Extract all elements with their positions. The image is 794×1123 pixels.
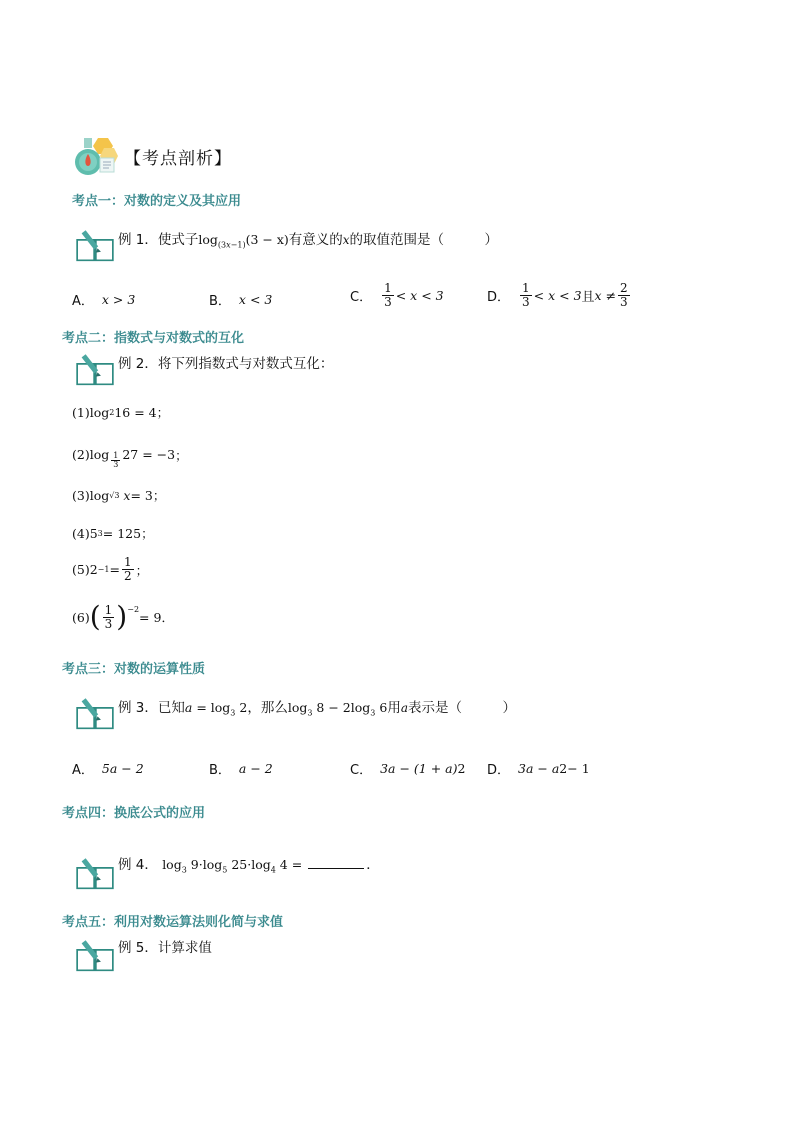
frac-den: 2 bbox=[123, 569, 132, 583]
option-label: C． bbox=[350, 290, 373, 305]
ex3-eq-base: 3 bbox=[230, 708, 236, 718]
book-pencil-icon bbox=[72, 696, 118, 734]
ex3-a: a bbox=[184, 700, 193, 715]
book-pencil-icon bbox=[72, 856, 118, 894]
ex3-e1-base: 3 bbox=[307, 708, 313, 718]
book-pencil-icon bbox=[72, 352, 118, 390]
ex3-option-a[interactable] bbox=[72, 759, 144, 778]
item-number: (3) bbox=[72, 487, 90, 503]
item-expr: = 3 bbox=[130, 487, 153, 503]
ex5-text: 计算求值 bbox=[157, 940, 212, 956]
right-paren: ) bbox=[116, 600, 128, 633]
option-expr: 3a − a bbox=[518, 761, 560, 776]
ex1-base-x: x bbox=[226, 240, 231, 250]
example-1-question bbox=[118, 228, 498, 250]
item-end: ； bbox=[156, 405, 170, 420]
ex2-item-5 bbox=[72, 556, 148, 583]
ex3-e1: log bbox=[287, 700, 308, 715]
option-label: D． bbox=[487, 763, 511, 778]
ex3-e2-base: 3 bbox=[370, 708, 376, 718]
ex3-e2-arg: 6 bbox=[375, 700, 388, 715]
ex4-end: ． bbox=[366, 857, 380, 873]
ex1-arg: (3 − x) bbox=[245, 232, 289, 247]
power-exp: −2 bbox=[127, 605, 140, 614]
option-tail: − 1 bbox=[567, 761, 590, 776]
ex1-option-a[interactable] bbox=[72, 290, 135, 309]
option-expr: 3a − (1 + a) bbox=[380, 761, 458, 776]
ex3-e1-arg: 8 − 2log bbox=[312, 700, 371, 715]
frac-den: 3 bbox=[113, 460, 119, 469]
option-expr: x > 3 bbox=[101, 292, 136, 307]
ex3-mid: ，那么 bbox=[247, 700, 288, 716]
option-sup: 2 bbox=[457, 761, 466, 776]
topic-3-heading: 考点三：对数的运算性质 bbox=[62, 662, 206, 677]
ex1-option-b[interactable] bbox=[209, 290, 272, 309]
item-expr: 27 = −3 bbox=[122, 447, 176, 462]
ex2-item-3 bbox=[72, 486, 165, 504]
ex1-base-end: −1) bbox=[230, 240, 246, 250]
option-sup: 2 bbox=[559, 761, 568, 776]
section-header bbox=[74, 136, 232, 176]
item-end: ． bbox=[161, 610, 174, 625]
example-3-question bbox=[118, 696, 516, 718]
ex4-b1: 3 bbox=[181, 865, 187, 875]
ex2-item-4 bbox=[72, 524, 154, 542]
item-number: (2) bbox=[72, 447, 90, 462]
answer-blank[interactable] bbox=[308, 856, 364, 869]
ex1-base: (3 bbox=[217, 240, 227, 250]
frac-num: 1 bbox=[384, 281, 392, 295]
book-pencil-icon bbox=[72, 228, 118, 266]
topic-4-heading: 考点四：换底公式的应用 bbox=[62, 806, 206, 821]
frac-num: 1 bbox=[104, 602, 113, 617]
log: log bbox=[89, 487, 110, 503]
ex3-use: 用 bbox=[387, 700, 401, 716]
option-expr: 5a − 2 bbox=[101, 761, 144, 776]
flask-icon bbox=[74, 136, 118, 176]
power-base: 5 bbox=[89, 525, 98, 541]
ex4-a1: 9·log bbox=[186, 857, 223, 872]
ex1-mid: 有意义的 bbox=[288, 232, 343, 248]
item-expr: 16 = 4 bbox=[114, 404, 157, 420]
item-end: ； bbox=[135, 562, 149, 578]
item-expr: = 9 bbox=[139, 609, 162, 625]
ex1-option-c[interactable] bbox=[350, 282, 444, 309]
ex2-item-6 bbox=[72, 600, 174, 633]
ex1-log: log bbox=[198, 232, 218, 247]
section-title: 【考点剖析】 bbox=[124, 148, 232, 169]
power-base: 2 bbox=[89, 562, 98, 577]
book-pencil-icon bbox=[72, 938, 118, 976]
example-2-question bbox=[118, 352, 333, 372]
option-label: A． bbox=[72, 763, 94, 778]
log-base: 2 bbox=[109, 407, 115, 417]
ex3-eq-arg: 2 bbox=[235, 700, 248, 715]
item-number: (1) bbox=[72, 404, 90, 420]
option-label: C． bbox=[350, 763, 373, 778]
ex3-pre: 已知 bbox=[157, 700, 185, 716]
ex1-post: 的取值范围是（ ） bbox=[349, 232, 499, 248]
ex2-text: 将下列指数式与对数式互化： bbox=[157, 356, 334, 372]
item-expr: = bbox=[109, 562, 120, 577]
item-number: (5) bbox=[72, 562, 90, 577]
ex1-var: x bbox=[342, 233, 350, 247]
ex4-a2: 25·log bbox=[227, 857, 271, 872]
example-5-question bbox=[118, 936, 212, 956]
ex2-item-2 bbox=[72, 440, 188, 469]
example-4-label: 例 4． bbox=[118, 857, 158, 873]
option-expr: x < 3 bbox=[238, 292, 273, 307]
ex2-item-1 bbox=[72, 403, 169, 421]
frac-den: 3 bbox=[522, 295, 530, 309]
topic-2-heading: 考点二：指数式与对数式的互化 bbox=[62, 331, 245, 346]
ex1-pre: 使式子 bbox=[157, 232, 199, 248]
frac-num: 1 bbox=[522, 281, 530, 295]
example-2-label: 例 2． bbox=[118, 356, 158, 372]
power-exp: 3 bbox=[97, 528, 103, 538]
item-number: (6) bbox=[72, 609, 90, 625]
frac-num: 1 bbox=[123, 555, 132, 569]
topic-5-heading: 考点五：利用对数运算法则化简与求值 bbox=[62, 915, 284, 930]
ex3-option-c[interactable] bbox=[350, 759, 465, 778]
example-5-label: 例 5． bbox=[118, 940, 158, 956]
option-expr: < x < 3 bbox=[395, 288, 444, 303]
ex4-p1: log bbox=[162, 857, 182, 872]
log: log bbox=[89, 404, 110, 420]
item-number: (4) bbox=[72, 525, 90, 541]
item-end: ； bbox=[141, 526, 154, 541]
ex4-b2: 5 bbox=[222, 865, 228, 875]
option-expr: < x < 3 bbox=[533, 288, 582, 303]
ex3-eq: = log bbox=[192, 700, 231, 715]
option-label: B． bbox=[209, 763, 231, 778]
item-end: ； bbox=[152, 488, 166, 503]
option-label: B． bbox=[209, 294, 231, 309]
ex4-a3: 4 = bbox=[275, 857, 307, 872]
frac-num: 2 bbox=[620, 281, 628, 295]
frac-den: 3 bbox=[104, 616, 113, 631]
ex3-alpha: a bbox=[400, 701, 408, 715]
option-and: 且 bbox=[581, 290, 595, 305]
ex3-option-d[interactable] bbox=[487, 759, 590, 778]
example-4-question bbox=[118, 853, 380, 875]
item-var: x bbox=[123, 487, 131, 503]
option-expr: a − 2 bbox=[238, 761, 273, 776]
item-end: ； bbox=[175, 447, 188, 463]
example-1-label: 例 1． bbox=[118, 232, 158, 248]
ex3-option-b[interactable] bbox=[209, 759, 273, 778]
option-label: A． bbox=[72, 294, 94, 309]
log-base: √3 bbox=[109, 490, 120, 500]
example-3-label: 例 3． bbox=[118, 700, 158, 716]
ex3-post: 表示是（ ） bbox=[407, 700, 516, 716]
item-expr: = 125 bbox=[102, 525, 142, 541]
frac-den: 3 bbox=[384, 295, 392, 309]
frac-num: 1 bbox=[113, 451, 119, 460]
option-label: D． bbox=[487, 290, 511, 305]
log: log bbox=[89, 447, 110, 462]
ex1-option-d[interactable] bbox=[487, 282, 632, 309]
option-expr2: x ≠ bbox=[594, 288, 617, 303]
ex4-b3: 4 bbox=[270, 865, 276, 875]
power-exp: −1 bbox=[97, 565, 110, 574]
left-paren: ( bbox=[89, 600, 101, 633]
topic-1-heading: 考点一：对数的定义及其应用 bbox=[72, 194, 242, 209]
frac-den: 3 bbox=[620, 295, 628, 309]
